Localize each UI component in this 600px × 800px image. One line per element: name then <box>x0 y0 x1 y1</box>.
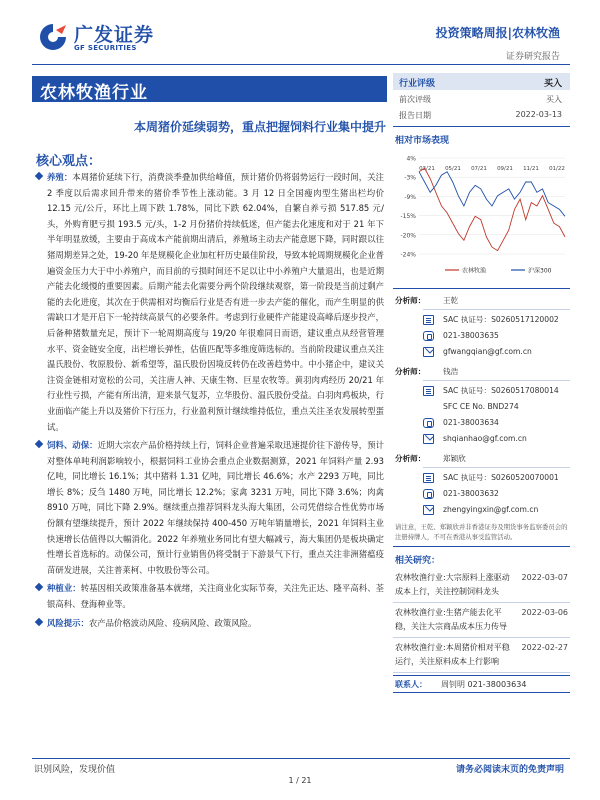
certificate-icon <box>423 386 434 396</box>
industry-rating <box>393 73 570 90</box>
logo-text-en: GF SECURITIES <box>74 44 137 52</box>
y-tick-label: -9% <box>404 193 416 201</box>
footer-disclaimer-note: 请务必阅读末页的免责声明 <box>455 765 564 775</box>
analyst-list <box>393 293 570 518</box>
y-tick-label: -24% <box>400 251 416 259</box>
phone-icon <box>423 489 434 499</box>
analyst-name-row <box>393 293 570 309</box>
paragraph-text: 转基因相关政策准备基本就绪，关注商业化实际节奏，关注先正达、隆平高科、荃银高科、登海种业等。 <box>47 583 385 610</box>
x-tick-label: 11/21 <box>523 166 539 172</box>
related-research-title: 相关研究： <box>395 556 441 566</box>
paragraph-lead: 种植业： <box>47 583 81 594</box>
section-divider <box>393 546 570 547</box>
email-icon <box>423 347 434 357</box>
rating-label: 行业评级 <box>399 79 436 89</box>
paragraph-text: 近期大宗农产品价格持续上行，饲料企业普遍采取迅速提价往下游传导，预计对整体单吨利润影响较小，根据饲料工业协会重点企业数据测算，2021 年饲料产量 2.93 亿吨，同比增长 16.1%；其中猪料 1.31 亿吨，同比增长 46.6%；水产 2293 万吨，同比增长 8%；反刍 1480 万吨，同比增长 12.2%；家禽 3231 万吨，同比下降 3.6%；肉禽 8910 万吨，同比下降 2.9%。继续重点推荐饲料龙头海大集团，公司凭借综合性优势市场份额有望继续提升，预计 2022 年继续保持 400-450 万吨年销量增长，2021 年饲料主业快速增长估值得以大幅消化。2022 年养殖业务同比有望大幅减亏，海大集团仍是板块确定性增长首选标的。动保公司，预计行业销售仍将受制于下游景气下行，重点关注非洲猪瘟疫苗研发进展，关注普莱柯、中牧股份等公司。 <box>47 440 385 575</box>
email-icon <box>423 434 434 444</box>
analyst-cert: SAC 执证号：S0260520070001 <box>443 473 559 482</box>
analyst-label: 分析师： <box>395 296 426 305</box>
paragraph-lead: 风险提示： <box>47 617 89 628</box>
analyst-email[interactable]: zhengyingxin@gf.com.cn <box>443 505 539 514</box>
x-tick-label: 07/21 <box>471 166 487 172</box>
series-line <box>419 168 565 250</box>
certificate-icon <box>423 473 434 483</box>
report-type: 证券研究报告 <box>505 52 560 62</box>
paragraph-lead: 饲料、动保： <box>47 440 98 451</box>
x-tick-label: 09/21 <box>497 166 513 172</box>
related-report[interactable] <box>393 603 570 638</box>
report-date <box>393 106 570 122</box>
industry-title: 农林牧渔行业 <box>32 76 387 102</box>
divider <box>423 309 570 310</box>
report-series: 投资策略周报|农林牧渔 <box>435 26 560 40</box>
related-report-date: 2022-03-07 <box>521 573 568 582</box>
analyst-email-row[interactable] <box>393 431 570 447</box>
x-tick-label: 03/21 <box>419 166 435 172</box>
relative-performance-chart <box>393 152 570 282</box>
main-content <box>36 168 384 631</box>
analyst-cert-row <box>393 312 570 328</box>
y-tick-label: -15% <box>400 213 416 221</box>
contact-person <box>393 675 570 693</box>
analyst-phone-row <box>393 328 570 344</box>
company-logo <box>38 18 168 58</box>
sidebar <box>393 73 570 693</box>
report-headline: 本周猪价延续弱势，重点把握饲料行业集中提升 <box>133 120 386 134</box>
phone-icon <box>423 331 434 341</box>
core-views-label: 核心观点： <box>36 154 102 169</box>
related-report-title[interactable]: 农林牧渔行业:生猪产能去化平稳，关注大宗商品成本压力传导 <box>395 608 507 631</box>
analyst-phone-row <box>393 486 570 502</box>
paragraph-planting <box>36 581 384 612</box>
analyst-phone: 021-38003635 <box>443 331 499 340</box>
analyst-phone: 021-38003634 <box>443 418 499 427</box>
prev-rating-value: 买入 <box>546 95 562 104</box>
contact-label: 联系人： <box>395 680 427 689</box>
diamond-bullet-icon <box>35 172 43 180</box>
analyst-email[interactable]: gfwangqian@gf.com.cn <box>443 347 532 356</box>
report-date-value: 2022-03-13 <box>515 110 562 119</box>
related-report[interactable] <box>393 568 570 603</box>
analyst-phone: 021-38003632 <box>443 489 499 498</box>
analyst-label: 分析师： <box>395 367 426 376</box>
rating-value: 买入 <box>543 79 562 89</box>
footer-divider <box>32 758 570 759</box>
legend-label: 农林牧渔 <box>462 267 487 275</box>
report-header <box>436 24 560 62</box>
diamond-bullet-icon <box>35 440 43 448</box>
diamond-bullet-icon <box>35 583 43 591</box>
analyst-cert-row <box>393 470 570 486</box>
divider <box>423 380 570 381</box>
analyst-name: 郑颖欣 <box>443 454 466 463</box>
analyst-phone-row <box>393 415 570 431</box>
series-line <box>419 172 565 217</box>
paragraph-text: 本周猪价延续下行，消费淡季叠加供给峰值，预计猪价仍将弱势运行一段时间，关注 2 季度以后需求回升带来的猪价季节性上涨动能。3 月 12 日全国瘦肉型生猪出栏均价 12.15 元/公斤，环比上周下跌 1.78%，同比下跌 62.04%，自繁自养亏损 517.85 元/头，外购育肥亏损 193.5 元/头，1-2 月份猪价持续低迷，但产能去化速度和对于 21 年下半年明显放缓，主要由于高成本产能前期出清后，养殖场主动去产能意愿下降，同时跟以往猪周期差异之处，19-20 年是规模化企业加杠杆历史最佳阶段，导致本轮周期规模化企业普遍资金压力大于中小养殖户，而目前的亏损时间还不足以让中小养殖户大量退出，也是近期产能去化缓慢的重要因素。后期产能去化需要分两个阶段继续观察，第一阶段是当前过剩产能的去化进度，其次在于供需相对均衡后行业是否有进一步去产能的催化，而产生明显的供需缺口才是开启下一轮持续高景气的必要条件。考虑到行业硬件产能建设高峰后逐步投产，后备种猪数量充足，预计下一轮周期高度与 19/20 年很难同日而语，建议重点从经营管理水平、资金链安全度，出栏增长弹性，估值匹配等多维度筛选标的。当前阶段建议重点关注温氏股份、牧原股份、新希望等，温氏股份因境反转仍在改善趋势中。中小猪企中，建议关注资金链相对宽松的公司，关注唐人神、天康生物、巨星农牧等。黄羽肉鸡经历 20/21 年行业性亏损，产能有所出清，迎来景气复苏，立华股份、温氏股份受益。白羽肉鸡板块，行业面临产能上升以及猪价下行压力，行业盈利预计继续维持低位，重点关注圣农发展转型蛋试。 <box>47 172 384 432</box>
analyst-email-row[interactable] <box>393 502 570 518</box>
paragraph-feed <box>36 438 384 578</box>
gf-logo-icon <box>38 22 68 52</box>
market-performance-title: 相对市场表现 <box>395 136 450 146</box>
analyst-email-row[interactable] <box>393 344 570 360</box>
email-icon <box>423 505 434 515</box>
section-divider <box>393 126 570 127</box>
paragraph-lead: 养殖： <box>47 172 73 182</box>
phone-icon <box>423 418 434 428</box>
certificate-icon <box>423 315 434 325</box>
y-tick-label: -20% <box>400 232 416 240</box>
section-divider <box>393 288 570 289</box>
y-tick-label: 4% <box>406 155 416 163</box>
related-report-title[interactable]: 农林牧渔行业:大宗原料上涨驱动成本上行，关注控制饲料龙头 <box>395 573 510 596</box>
analyst-cert-row <box>393 383 570 399</box>
paragraph-text: 农产品价格波动风险、疫病风险、政策风险。 <box>88 617 257 628</box>
analyst-cert: SAC 执证号：S0260517080014 <box>443 386 559 395</box>
divider <box>423 467 570 468</box>
related-report[interactable] <box>393 638 570 673</box>
legend-label: 沪深300 <box>528 267 552 275</box>
y-tick-label: -3% <box>404 174 416 182</box>
x-tick-label: 01/22 <box>549 166 565 172</box>
footer-slogan: 识别风险，发现价值 <box>34 765 116 775</box>
report-date-label: 报告日期 <box>399 111 431 120</box>
paragraph-breeding <box>36 170 384 435</box>
related-report-date: 2022-02-27 <box>521 643 568 652</box>
analyst-cert: SAC 执证号：S0260517120002 <box>443 315 559 324</box>
analyst-name: 王乾 <box>443 296 459 305</box>
paragraph-risk <box>36 616 384 632</box>
prev-rating-label: 前次评级 <box>399 95 431 104</box>
analyst-sfc: SFC CE No. BND274 <box>443 402 519 411</box>
logo-text-cn: 广发证券 <box>74 24 155 46</box>
page-number: 1 / 21 <box>288 776 312 785</box>
previous-rating <box>393 90 570 106</box>
related-report-date: 2022-03-06 <box>521 608 568 617</box>
analyst-name-row <box>393 451 570 467</box>
header-divider <box>32 64 570 65</box>
analyst-email[interactable]: shqianhao@gf.com.cn <box>443 434 527 443</box>
analyst-name-row <box>393 364 570 380</box>
analyst-name: 钱浩 <box>443 367 459 376</box>
x-tick-label: 05/21 <box>445 166 461 172</box>
contact-value: 周钊明 021-38003634 <box>441 680 527 689</box>
analyst-disclaimer: 请注意，王乾、郑颖欣并非香港证券及期货事务监察委员会的注册持牌人，不可在香港从事受监管活动。 <box>395 523 568 541</box>
analyst-label: 分析师： <box>395 454 426 463</box>
analyst-sfc-row <box>393 399 570 415</box>
related-report-title[interactable]: 农林牧渔行业:本周猪价相对平稳运行，关注原料成本上行影响 <box>395 643 510 666</box>
diamond-bullet-icon <box>35 617 43 625</box>
